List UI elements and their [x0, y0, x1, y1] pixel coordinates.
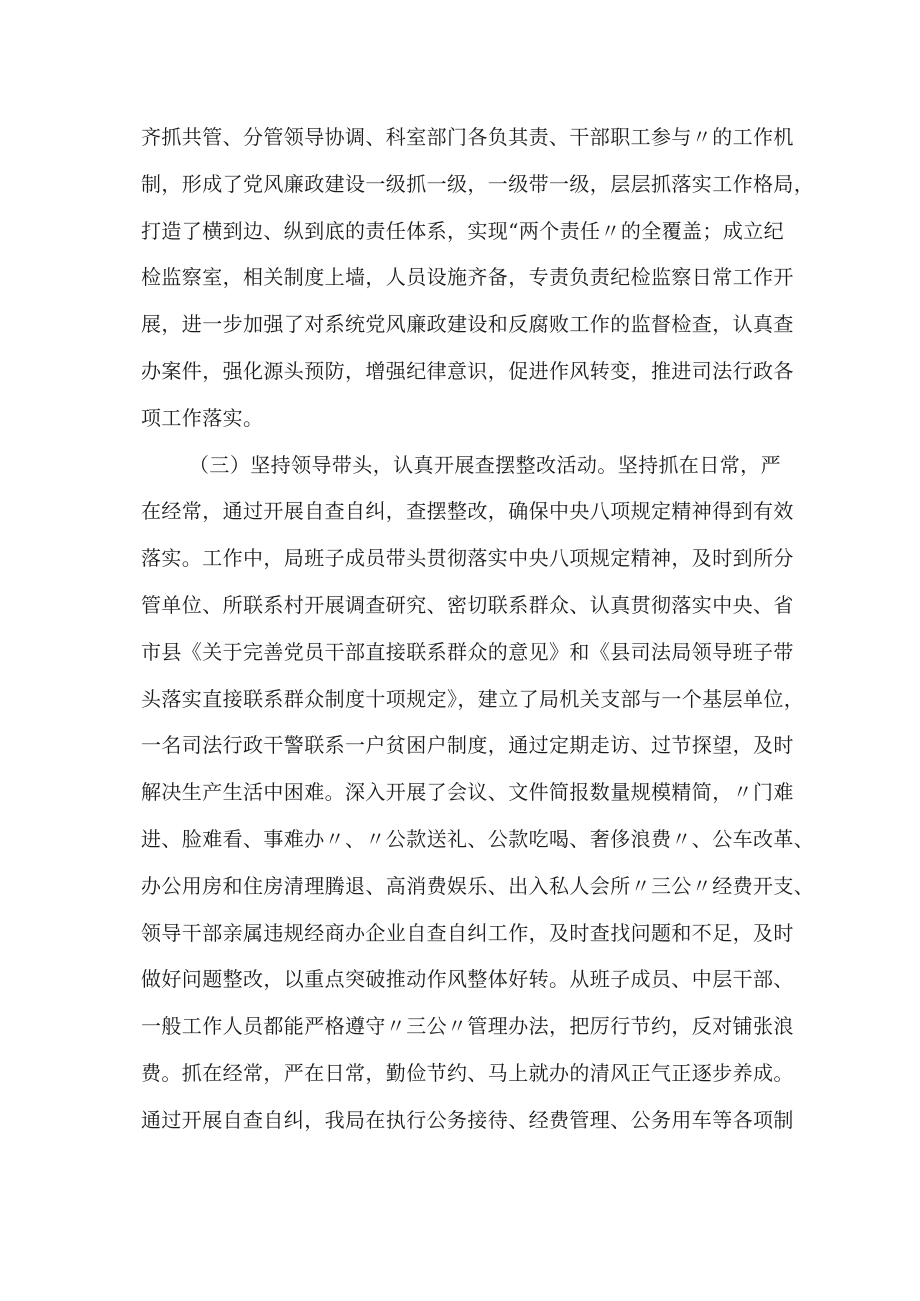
text-line: 制，形成了党风廉政建设一级抓一级，一级带一级，层层抓落实工作格局，: [141, 171, 815, 196]
text-line: 解决生产生活中困难。深入开展了会议、文件简报数量规模精简，〃门难: [141, 780, 794, 805]
text-line: 市县《关于完善党员干部直接联系群众的意见》和《县司法局领导班子带: [141, 639, 794, 664]
text-line: 检监察室，相关制度上墙，人员设施齐备，专责负责纪检监察日常工作开: [141, 265, 794, 290]
paragraph-heading-line: （三）坚持领导带头，认真开展查摆整改活动。坚持抓在日常，严: [189, 452, 781, 477]
text-line: 一名司法行政干警联系一户贫困户制度，通过定期走访、过节探望，及时: [141, 733, 794, 758]
text-line: 在经常，通过开展自查自纠，查摆整改，确保中央八项规定精神得到有效: [141, 499, 794, 524]
body-text: [141, 121, 815, 1151]
text-line: 齐抓共管、分管领导协调、科室部门各负其责、干部职工参与〃的工作机: [141, 125, 794, 149]
text-line: 展，进一步加强了对系统党风廉政建设和反腐败工作的监督检查，认真查: [141, 312, 794, 337]
text-line: 办公用房和住房清理腾退、高消费娱乐、出入私人会所〃三公〃经费开支、: [141, 873, 815, 898]
text-line: 费。抓在经常，严在日常，勤俭节约、马上就办的清风正气正逐步养成。: [141, 1060, 794, 1085]
text-line: 办案件，强化源头预防，增强纪律意识，促进作风转变，推进司法行政各: [141, 358, 794, 383]
text-line: 项工作落实。: [141, 405, 264, 430]
text-line: 管单位、所联系村开展调查研究、密切联系群众、认真贯彻落实中央、省: [141, 592, 794, 617]
text-line: 落实。工作中，局班子成员带头贯彻落实中央八项规定精神，及时到所分: [141, 546, 794, 571]
text-line: 一般工作人员都能严格遵守〃三公〃管理办法，把厉行节约，反对铺张浪: [141, 1014, 794, 1039]
text-line: 头落实直接联系群众制度十项规定》，建立了局机关支部与一个基层单位，: [141, 686, 805, 711]
text-line: 做好问题整改，以重点突破推动作风整体好转。从班子成员、中层干部、: [141, 967, 794, 992]
text-line: 通过开展自查自纠，我局在执行公务接待、经费管理、公务用车等各项制: [141, 1107, 794, 1132]
text-line: 打造了横到边、纵到底的责任体系，实现“两个责任〃的全覆盖；成立纪: [141, 218, 785, 243]
text-line: 领导干部亲属违规经商办企业自查自纠工作，及时查找问题和不足，及时: [141, 920, 794, 945]
text-line: 进、脸难看、事难办〃、〃公款送礼、公款吃喝、奢侈浪费〃、公车改革、: [141, 826, 815, 851]
